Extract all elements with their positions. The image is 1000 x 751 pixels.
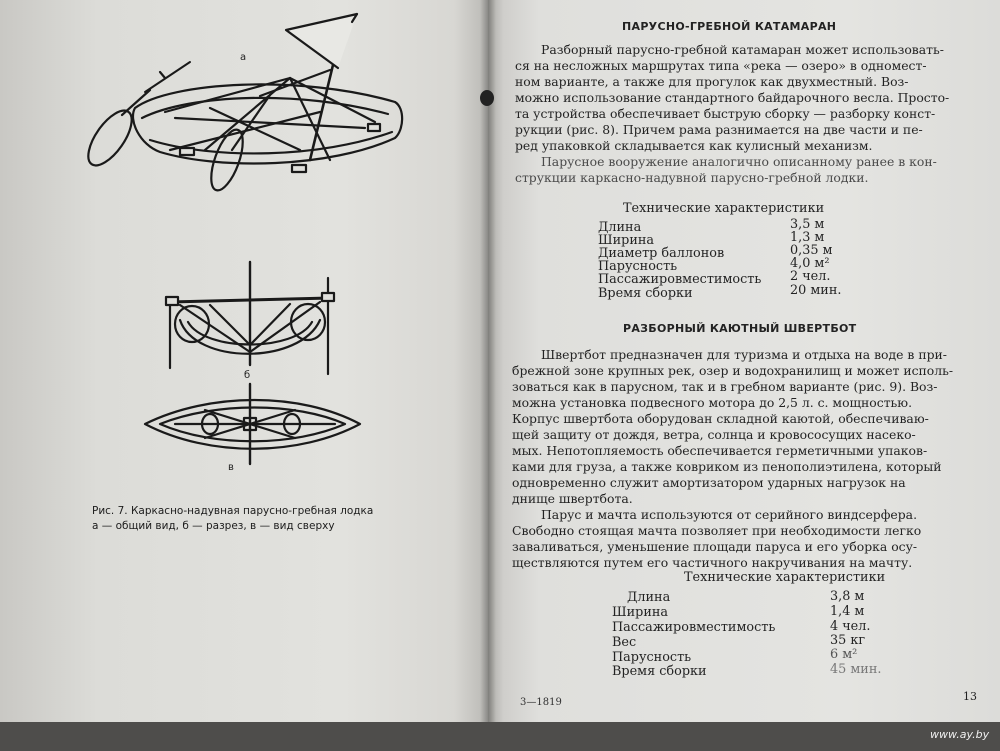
spec-value: 0,35 м [790,243,833,258]
figure-caption-line2: а — общий вид, б — разрез, в — вид сверху [92,520,335,532]
spec-name: Парусность [612,650,692,665]
footer-code: 3—1819 [520,697,562,708]
text-line: мых. Непотопляемость обеспечивается герметичными упаков- [512,443,928,458]
spec-name: Время сборки [598,286,693,301]
spec-value: 35 кг [830,633,866,648]
text-line: брежной зоне крупных рек, озер и водохранилищ и может исполь- [512,363,954,378]
text-line: можно использование стандартного байдарочного весла. Просто- [515,90,950,105]
spec-name: Парусность [598,259,678,274]
spec-name: Время сборки [612,664,707,679]
text-line: ками для груза, а также ковриком из пенополиэтилена, который [512,459,942,474]
text-line: Швертбот предназначен для туризма и отдыха на воде в при- [541,347,947,362]
figure-label-v: в [228,462,234,473]
text-line: ся на несложных маршрутах типа «река — озеро» в одномест- [515,58,927,73]
figure-label-a: а [240,52,247,63]
section-title-catamaran: ПАРУСНО-ГРЕБНОЙ КАТАМАРАН [622,20,837,33]
text-line: днище швертбота. [512,491,633,506]
text-line: заваливаться, уменьшение площади паруса и его уборка осу- [512,539,918,554]
boat-cross-section [166,262,334,374]
spec-value: 4,0 м² [790,256,830,271]
spec-value: 1,4 м [830,604,865,619]
figure-label-b: б [244,370,251,381]
section-title-swertbot: РАЗБОРНЫЙ КАЮТНЫЙ ШВЕРТБОТ [623,322,857,335]
spec-value: 3,8 м [830,589,865,604]
text-line: ном варианте, а также для прогулок как двухместный. Воз- [515,74,909,89]
text-line: рукции (рис. 8). Причем рама разнимается на две части и пе- [515,122,923,137]
table-surface [0,722,1000,751]
figure-caption-line1: Рис. 7. Каркасно-надувная парусно-гребная лодка [92,505,374,517]
text-line: Разборный парусно-гребной катамаран может использовать- [541,42,944,57]
text-line: можна установка подвесного мотора до 2,5 л. с. мощностью. [512,395,913,410]
text-line: Парус и мачта используются от серийного виндсерфера. [541,507,918,522]
boat-figure-drawing [0,0,488,520]
spec-value: 45 мин. [830,662,882,677]
spec-name: Пассажировместимость [598,272,762,287]
text-line: ществляются путем его частичного накручивания на мачту. [512,555,913,570]
text-line: Корпус швертбота оборудован складной каютой, обеспечиваю- [512,411,929,426]
text-line: та устройства обеспечивает быструю сборку — разборку конст- [515,106,936,121]
text-line: одновременно служит амортизатором ударных нагрузок на [512,475,906,490]
spec-value: 2 чел. [790,269,831,284]
spec-value: 4 чел. [830,619,871,634]
spec-value: 3,5 м [790,217,825,232]
spec-name: Ширина [612,605,669,620]
spec-name: Пассажировместимость [612,620,776,635]
watermark: www.ay.by [930,728,990,741]
specs-title-swertbot: Технические характеристики [684,570,886,585]
text-line: ред упаковкой складывается как кулисный механизм. [515,138,873,153]
boat-top-view [145,384,360,464]
text-line: щей защиту от дождя, ветра, солнца и кровососущих насеко- [512,427,916,442]
spec-name: Длина [627,590,671,605]
spec-name: Вес [612,635,637,650]
spec-value: 1,3 м [790,230,825,245]
spec-value: 20 мин. [790,283,842,298]
text-line: струкции каркасно-надувной парусно-гребной лодки. [515,170,869,185]
text-line: Свободно стоящая мачта позволяет при необходимости легко [512,523,922,538]
text-line: зоваться как в парусном, так и в гребном варианте (рис. 9). Воз- [512,379,938,394]
text-line: Парусное вооружение аналогично описанному ранее в кон- [541,154,937,169]
specs-title-catamaran: Технические характеристики [623,201,825,216]
spec-name: Длина [598,220,642,235]
spec-value: 6 м² [830,647,858,662]
page-number: 13 [963,690,977,703]
boat-general-view [80,14,402,194]
spec-name: Ширина [598,233,655,248]
spec-name: Диаметр баллонов [598,246,725,261]
